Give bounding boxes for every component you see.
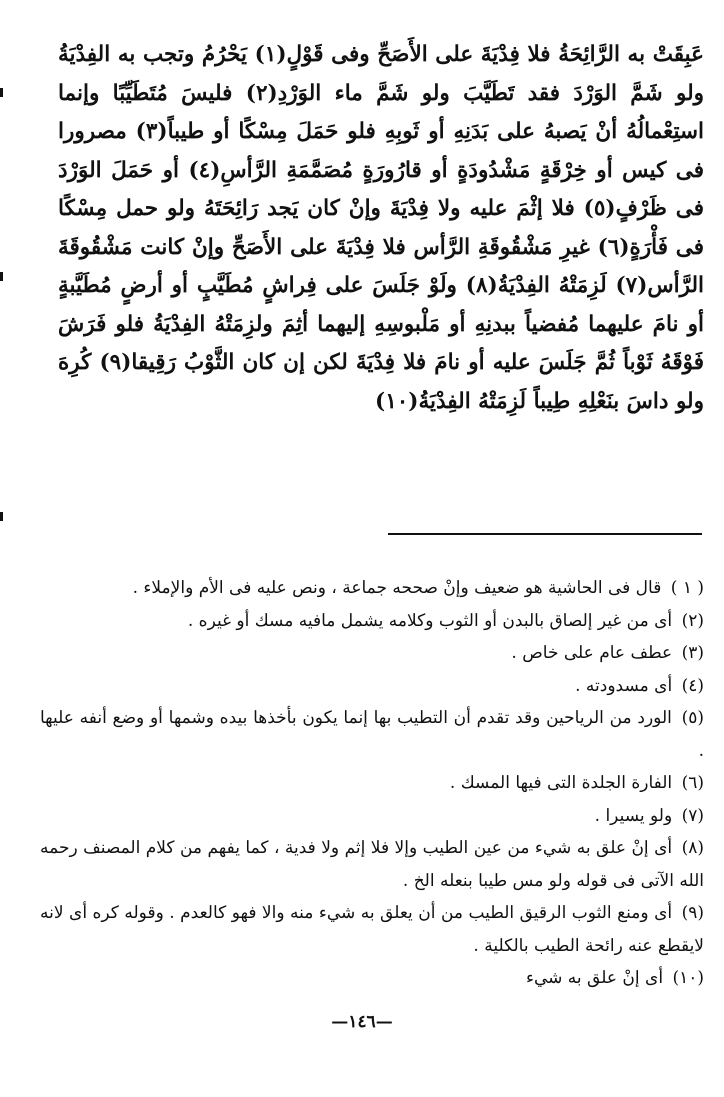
footnote-text: الورد من الرياحين وقد تقدم أن التطيب بها إنما يكون بأخذها بيده وشمها أو وضع أنفه عليها .	[40, 708, 704, 761]
footnote-number: (١٠)	[672, 968, 704, 988]
footnote-number: (٦)	[681, 773, 704, 793]
margin-mark	[0, 88, 3, 97]
footnote	[40, 670, 704, 703]
footnote	[40, 962, 704, 995]
footnote-text: عطف عام على خاص .	[511, 643, 673, 663]
footnote-text: أى إنْ علق به شيء من عين الطيب وإلا فلا إثم ولا فدية ، كما يفهم من كلام المصنف رحمه الله الآتى فى قوله ولو مس طيبا بنعله الخ .	[40, 838, 704, 891]
footnote-text: أى ومنع الثوب الرقيق الطيب من أن يعلق به شيء منه والا فهو كالعدم . وقوله كره أى لانه لايقطع عنه رائحة الطيب بالكلية .	[40, 903, 704, 956]
footnote-number: (٣)	[681, 643, 704, 663]
footnote	[40, 637, 704, 670]
page-number: —١٤٦—	[331, 1012, 393, 1032]
margin-mark	[0, 272, 3, 281]
footnote	[40, 800, 704, 833]
footnote-text: ولو يسيرا .	[594, 805, 673, 826]
footnotes-section	[40, 572, 704, 995]
footnote-number: (٢)	[681, 610, 704, 631]
footnote-number: (٤)	[681, 675, 704, 696]
footnote-text: الفارة الجلدة التى فيها المسك .	[449, 773, 673, 793]
footnote-number: (٨)	[681, 838, 705, 858]
margin-mark	[0, 512, 3, 521]
footnote	[40, 605, 704, 638]
footnote-text: أى إنْ علق به شيء	[525, 968, 664, 988]
footnote-divider	[388, 533, 702, 535]
footnote	[40, 572, 704, 605]
footnote-text: أى مسدودته .	[575, 675, 673, 696]
footnote	[40, 702, 704, 767]
footnote	[40, 832, 704, 897]
footnote-text: أى من غير إلصاق بالبدن أو الثوب وكلامه يشمل مافيه مسك أو غيره .	[187, 610, 673, 631]
footnote-number: ( ١ )	[670, 578, 704, 598]
footnote	[40, 767, 704, 800]
footnote-number: (٥)	[681, 708, 704, 728]
main-body-text: عَبِقَتْ به الرَّائِحَةُ فلا فِدْيَةَ على الأَصَحِّ وفى قَوْلٍ(١) يَحْرُمُ وتجب به الفِدْيَةُ ولو شَمَّ الوَرْدَ فقد تَطَيَّبَ ولو شَمَّ ماء الوَرْدِ(٢) فليسَ مُتَطَيِّبًا وإنما استِعْمالُهُ أنْ يَصبهُ على بَدَنِهِ أو ثَوبِهِ فلو حَمَلَ مِسْكًا أو طيباً(٣) مصرورا فى كيس أو خِرْقَةٍ مَشْدُودَةٍ أو قارُورَةٍ مُصَمَّمَةِ الرَّأسِ(٤) أو حَمَلَ الوَرْدَ فى ظَرْفٍ(٥) فلا إثْمَ عليه ولا فِدْيَةَ وإنْ كان يَجد رَائِحَتَهُ ولو حمل مِسْكًا فى فَأْرَةٍ(٦) غيرِ مَشْقُوقَةِ الرَّأس فلا فِدْيَةَ على الأَصَحِّ وإنْ كانت مَشْقُوقَةَ الرَّأس(٧) لَزِمَتْهُ الفِدْيَةُ(٨) ولَوْ جَلَسَ على فِراشٍ مُطَيَّبٍ أو أرضٍ مُطَيَّبةٍ أو نامَ عليهما مُفضياً ببدنِهِ أو مَلْبوسِهِ إليهما أثِمَ ولزِمَتْهُ الفِدْيَةُ فلو فَرَشَ فَوْقَهُ ثَوْباً ثُمَّ جَلَسَ عليه أو نامَ فلا فِدْيَةَ لكن إن كان الثَّوْبُ رَقِيقا(٩) كُرِهَ ولو داسَ بنَعْلِهِ طِيباً لَزِمَتْهُ الفِدْيَةُ(١٠)	[58, 42, 705, 414]
footnote-number: (٩)	[681, 903, 704, 923]
footnote-number: (٧)	[681, 805, 704, 826]
footnote-text: قال فى الحاشية هو ضعيف وإنْ صححه جماعة ، ونص عليه فى الأم والإملاء .	[132, 578, 662, 598]
footnote	[40, 897, 704, 962]
